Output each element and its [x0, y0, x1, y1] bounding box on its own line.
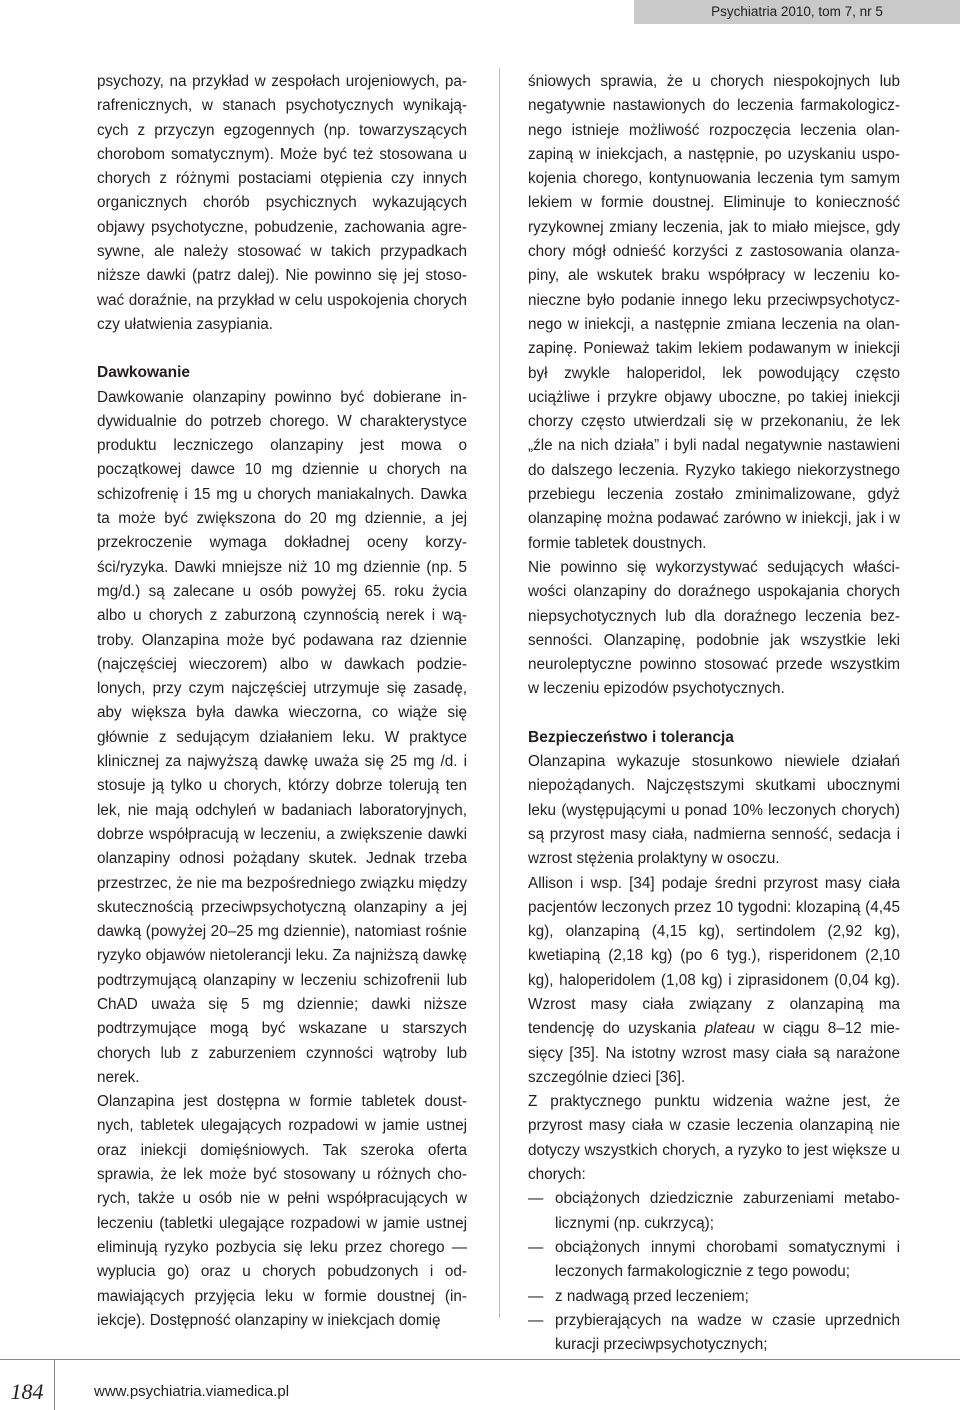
- paragraph-psychoses: psychozy, na przykład w zespołach urojeniowych, parafrenicznych, w stanach psychotycznych wynikających z przyczyn egzogennych (np. towarzyszących chorobom somatycznym). Może być też stosowana u chorych z różnymi postaciami otępienia czy innych organicznych chorób psychicznych wykazujących objawy psychotyczne, pobudzenie, zachowania agresywne, ale należy stosować w takich przypadkach niższe dawki (patrz dalej). Nie powinno się jej stosować doraźnie, na przykład w celu uspokojenia chorych czy ułatwienia zasypiania.: [97, 73, 467, 333]
- right-column: [528, 70, 900, 1357]
- paragraph-risk-intro: Z praktycznego punktu widzenia ważne jest, że przyrost masy ciała w czasie leczenia olanzapiną nie dotyczy wszystkich chorych, a ryzyko to jest większe u chorych:: [528, 1093, 900, 1184]
- list-item: — przybierających na wadze w czasie uprzednich kuracji przeciwpsychotycznych;: [528, 1309, 900, 1358]
- footer-rule: [0, 1359, 960, 1360]
- italic-term: plateau: [704, 1020, 755, 1038]
- risk-factor-list: [528, 1187, 900, 1357]
- list-item: — z nadwagą przed leczeniem;: [528, 1285, 900, 1309]
- paragraph-dosage: Dawkowanie olanzapiny powinno być dobierane indywidualnie do potrzeb chorego. W charakterystyce produktu leczniczego olanzapiny jest mowa o początkowej dawce 10 mg dziennie u chorych na schizofrenię i 15 mg u chorych maniakalnych. Dawka ta może być zwiększona do 20 mg dziennie, a jej przekroczenie wymaga dokładnej oceny korzyści/ryzyka. Dawki mniejsze niż 10 mg dziennie (np. 5 mg/d.) są zalecane u osób powyżej 65. roku życia albo u chorych z zaburzoną czynnością nerek i wątroby. Olanzapina może być podawana raz dziennie (najczęściej wieczorem) albo w dawkach podzielonych, przy czym najczęściej utrzymuje się zasadę, aby większa była dawka wieczorna, co wiąże się głównie z sedującym działaniem leku. W praktyce klinicznej za najwyższą dawkę uważa się 25 mg /d. i stosuje ją tylko u chorych, którzy dobrze tolerują ten lek, nie mają odchyleń w badaniach laboratoryjnych, dobrze współpracują w leczeniu, a zwiększenie dawki olanzapiny odnosi pożądany skutek. Jednak trzeba przestrzec, że nie ma bezpośredniego związku między skutecznością przeciwpsychotyczną olanzapiny a jej dawką (powyżej 20–25 mg dziennie), natomiast rośnie ryzyko objawów nietolerancji leku. Za najniższą dawkę podtrzymującą olanzapiny w leczeniu schizofrenii lub ChAD uważa się 5 mg dziennie; dawki niższe podtrzymujące mogą być wskazane u starszych chorych lub z zaburzeniem czynności wątroby lub nerek.: [97, 388, 467, 1086]
- paragraph-adverse-effects: Olanzapina wykazuje stosunkowo niewiele działań niepożądanych. Najczęstszymi skutkami ubocznymi leku (występującymi u ponad 10% leczonych chorych) są przyrost masy ciała, nadmierna senność, sedacja i wzrost stężenia prolaktyny w osoczu.: [528, 753, 900, 868]
- footer-url[interactable]: www.psychiatria.viamedica.pl: [94, 1383, 290, 1400]
- running-head: Psychiatria 2010, tom 7, nr 5: [634, 0, 960, 24]
- list-item: — obciążonych dziedzicznie zaburzeniami metabolicznymi (np. cukrzycą);: [528, 1187, 900, 1236]
- page-number: 184: [10, 1379, 44, 1404]
- paragraph-formulations: Olanzapina jest dostępna w formie tabletek doustnych, tabletek ulegających rozpadowi w jamie ustnej oraz iniekcji domięśniowych. Tak szeroka oferta sprawia, że lek może być stosowany u różnych chorych, także u osób nie w pełni współpracujących w leczeniu (tabletki ulegające rozpadowi w jamie ustnej eliminują ryzyko pozbycia się leku przez chorego — wyplucia go) oraz u chorych pobudzonych i odmawiających przyjęcia leku w formie doustnej (iniekcje). Dostępność olanzapiny w iniekcjach domię: [97, 1093, 467, 1329]
- footer-divider: [54, 1359, 55, 1410]
- paragraph-injections: śniowych sprawia, że u chorych niespokojnych lub negatywnie nastawionych do leczenia farmakologicznego istnieje możliwość rozpoczęcia leczenia olanzapiną w iniekcjach, a następnie, po uzyskaniu uspokojenia chorego, kontynuowania leczenia tym samym lekiem w formie doustnej. Eliminuje to konieczność ryzykownej zmiany leczenia, jak to miało miejsce, gdy chory mógł odnieść korzyści z zastosowania olanzapiny, ale wskutek braku współpracy w leczeniu konieczne było podanie innego leku przeciwpsychotycznego w iniekcji, a następnie zmiana leczenia na olanzapinę. Ponieważ takim lekiem podawanym w iniekcji był zwykle haloperidol, lek powodujący często uciążliwe i przykre objawy uboczne, po takiej iniekcji chorzy często utwierdzali się w przekonaniu, że lek „źle na nich działa” i byli nadal negatywnie nastawieni do dalszego leczenia. Ryzyko takiego niekorzystnego przebiegu leczenia zostało zminimalizowane, gdyż olanzapinę można podawać zarówno w iniekcji, jak i w formie tabletek doustnych.: [528, 73, 900, 552]
- weight-gain-text: Allison i wsp. [34] podaje średni przyrost masy ciała pacjentów leczonych przez 10 tygodni: klozapiną (4,45 kg), olanzapiną (4,15 kg), sertindolem (2,92 kg), kwetiapiną (2,18 kg) (po 6 tyg.), risperidonem (2,10 kg), haloperidolem (1,08 kg) i ziprasidonem (0,04 kg). Wzrost masy ciała związany z olanzapiną ma tendencję do uzyskania: [528, 874, 900, 1038]
- list-item: — obciążonych innymi chorobami somatycznymi i leczonych farmakologicznie z tego powodu;: [528, 1236, 900, 1285]
- weight-gain-text-end: w ciągu 8–12 miesięcy [35]. Na istotny wzrost masy ciała są narażone szczególnie dzieci [36].: [528, 1020, 900, 1086]
- left-column: [97, 70, 467, 1333]
- column-divider: [499, 68, 500, 1318]
- paragraph-sedation: Nie powinno się wykorzystywać sedujących właściwości olanzapiny do doraźnego uspokajania chorych niepsychotycznych lub dla doraźnego leczenia bezsenności. Olanzapinę, podobnie jak wszystkie leki neuroleptyczne powinno stosować przede wszystkim w leczeniu epizodów psychotycznych.: [528, 558, 900, 698]
- section-heading-safety: Bezpieczeństwo i tolerancja: [528, 728, 734, 746]
- section-heading-dosage: Dawkowanie: [97, 364, 191, 382]
- paragraph-weight-gain: [528, 872, 900, 1091]
